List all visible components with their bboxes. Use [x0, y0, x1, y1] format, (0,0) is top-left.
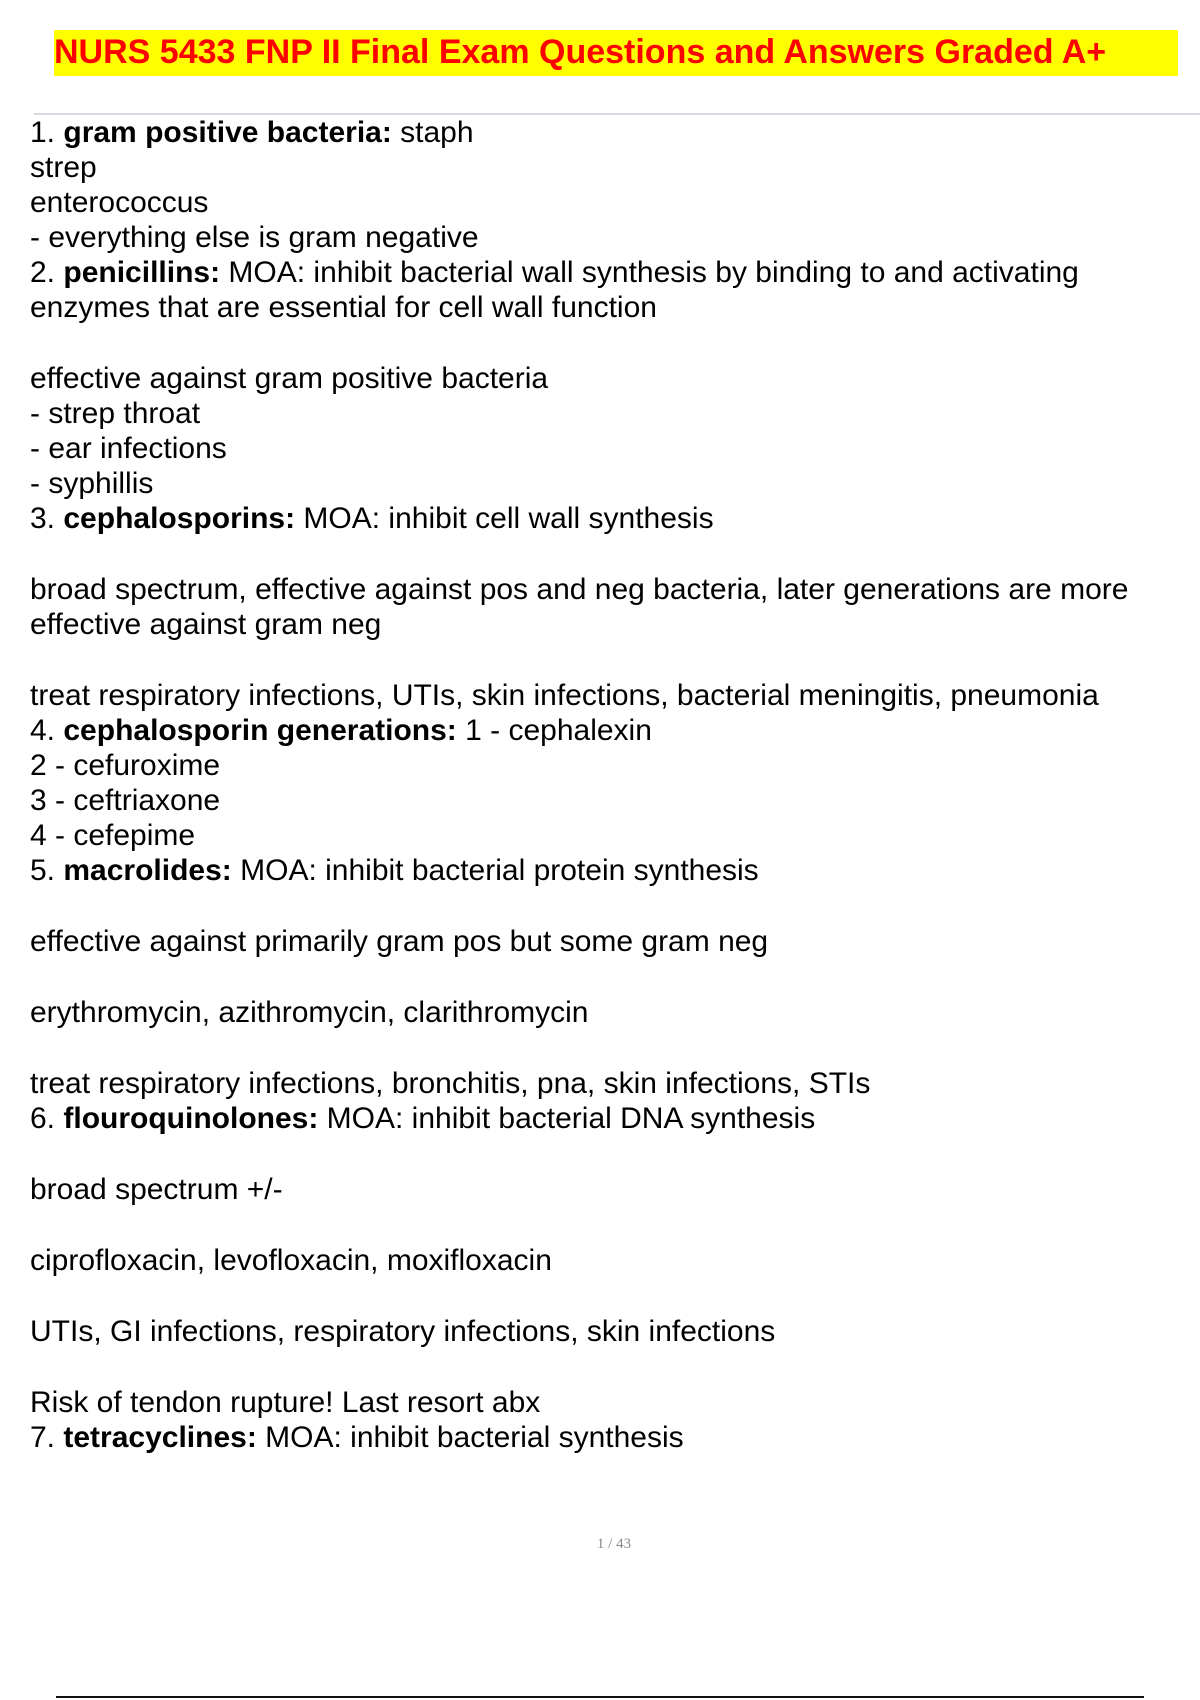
page-indicator: 1 / 43 [596, 1536, 632, 1552]
item-7-heading: 7. tetracyclines: MOA: inhibit bacterial synthesis [30, 1421, 684, 1454]
item-4-heading: 4. cephalosporin generations: 1 - cephalexin [30, 714, 652, 747]
item-3-term: cephalosporins: [63, 502, 296, 535]
item-3-line: broad spectrum, effective against pos and neg bacteria, later generations are more [30, 573, 1129, 606]
item-2-heading: 2. penicillins: MOA: inhibit bacterial wall synthesis by binding to and activating [30, 256, 1079, 289]
item-6-heading: 6. flouroquinolones: MOA: inhibit bacterial DNA synthesis [30, 1102, 816, 1135]
item-2-line: effective against gram positive bacteria [30, 362, 549, 395]
item-6-line: UTIs, GI infections, respiratory infections, skin infections [30, 1315, 776, 1348]
item-1-heading: 1. gram positive bacteria: staph [30, 116, 474, 149]
item-2-line: enzymes that are essential for cell wall function [30, 291, 657, 324]
item-2-line: - syphillis [30, 467, 154, 500]
footer-divider [56, 1696, 1144, 1698]
item-7-term: tetracyclines: [63, 1421, 257, 1454]
item-5-line: erythromycin, azithromycin, clarithromycin [30, 996, 589, 1029]
item-5-term: macrolides: [63, 854, 232, 887]
item-6-line: broad spectrum +/- [30, 1173, 283, 1206]
item-4-line: 4 - cefepime [30, 819, 196, 852]
item-4-line: 3 - ceftriaxone [30, 784, 221, 817]
item-2-term: penicillins: [63, 256, 221, 289]
item-5-line: treat respiratory infections, bronchitis, pna, skin infections, STIs [30, 1067, 871, 1100]
item-1-line: - everything else is gram negative [30, 221, 479, 254]
item-3-line: treat respiratory infections, UTIs, skin infections, bacterial meningitis, pneumonia [30, 679, 1099, 712]
item-6-term: flouroquinolones: [63, 1102, 319, 1135]
item-4-line: 2 - cefuroxime [30, 749, 221, 782]
page-title: NURS 5433 FNP II Final Exam Questions and Answers Graded A+ [54, 33, 1107, 71]
item-5-heading: 5. macrolides: MOA: inhibit bacterial protein synthesis [30, 854, 759, 887]
item-3-heading: 3. cephalosporins: MOA: inhibit cell wall synthesis [30, 502, 714, 535]
item-1-line: strep [30, 151, 97, 184]
item-1-term: gram positive bacteria: [63, 116, 392, 149]
item-2-line: - ear infections [30, 432, 227, 465]
item-6-line: ciprofloxacin, levofloxacin, moxifloxacin [30, 1244, 552, 1277]
item-5-line: effective against primarily gram pos but some gram neg [30, 925, 769, 958]
item-2-line: - strep throat [30, 397, 201, 430]
item-6-line: Risk of tendon rupture! Last resort abx [30, 1386, 541, 1419]
item-1-line: enterococcus [30, 186, 209, 219]
item-3-line: effective against gram neg [30, 608, 382, 641]
item-4-term: cephalosporin generations: [63, 714, 457, 747]
